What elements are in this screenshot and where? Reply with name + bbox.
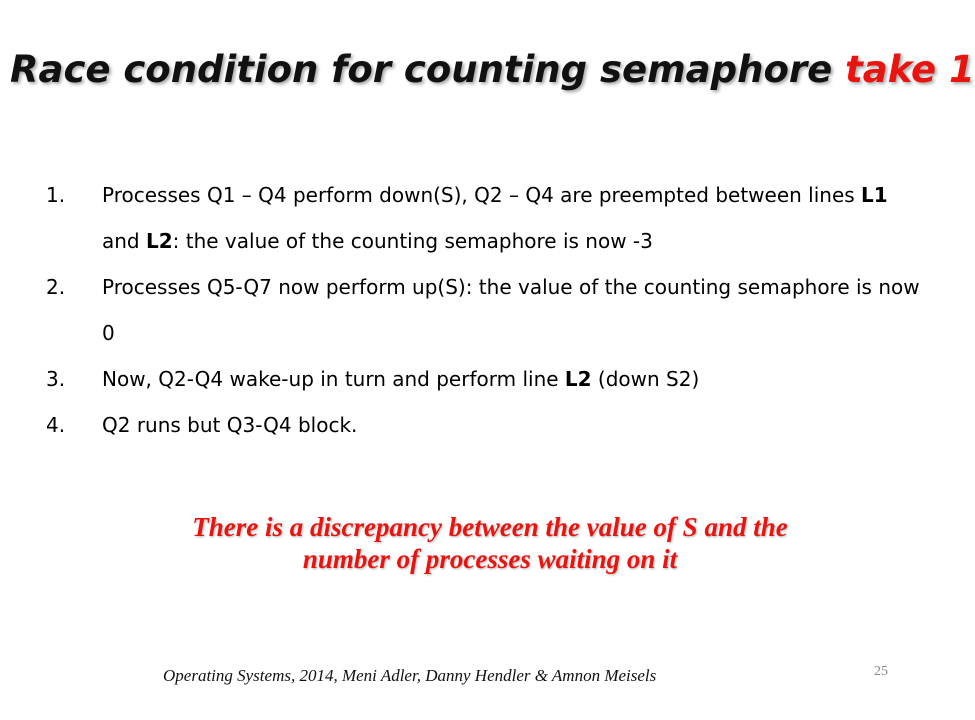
item-number: 2.: [46, 275, 66, 299]
callout-line-2: number of processes waiting on it: [302, 544, 678, 574]
title-accent: take 1: [845, 48, 975, 91]
item-text: Processes Q5-Q7 now perform up(S): the value of the counting semaphore is now 0: [102, 275, 920, 345]
page-number: 25: [874, 664, 888, 679]
item-number: 1.: [46, 183, 66, 207]
item-number: 3.: [46, 367, 66, 391]
list-item: [46, 356, 926, 402]
list-item: [46, 172, 926, 264]
discrepancy-callout: [100, 511, 880, 575]
list-item: [46, 264, 926, 356]
callout-line-1: There is a discrepancy between the value of S and the: [192, 512, 788, 542]
slide-title: [10, 48, 975, 91]
list-item: [46, 402, 926, 448]
footer-credits: Operating Systems, 2014, Meni Adler, Danny Hendler & Amnon Meisels: [163, 666, 657, 685]
title-main: Race condition for counting semaphore: [10, 48, 846, 91]
item-number: 4.: [46, 413, 66, 437]
item-text: Q2 runs but Q3-Q4 block.: [102, 413, 358, 437]
item-text: Now, Q2-Q4 wake-up in turn and perform line L2 (down S2): [102, 367, 700, 391]
item-text: Processes Q1 – Q4 perform down(S), Q2 – Q4 are preempted between lines L1 and L2: the value of the counting semaphore is now -3: [102, 183, 888, 253]
steps-list: [46, 172, 926, 448]
